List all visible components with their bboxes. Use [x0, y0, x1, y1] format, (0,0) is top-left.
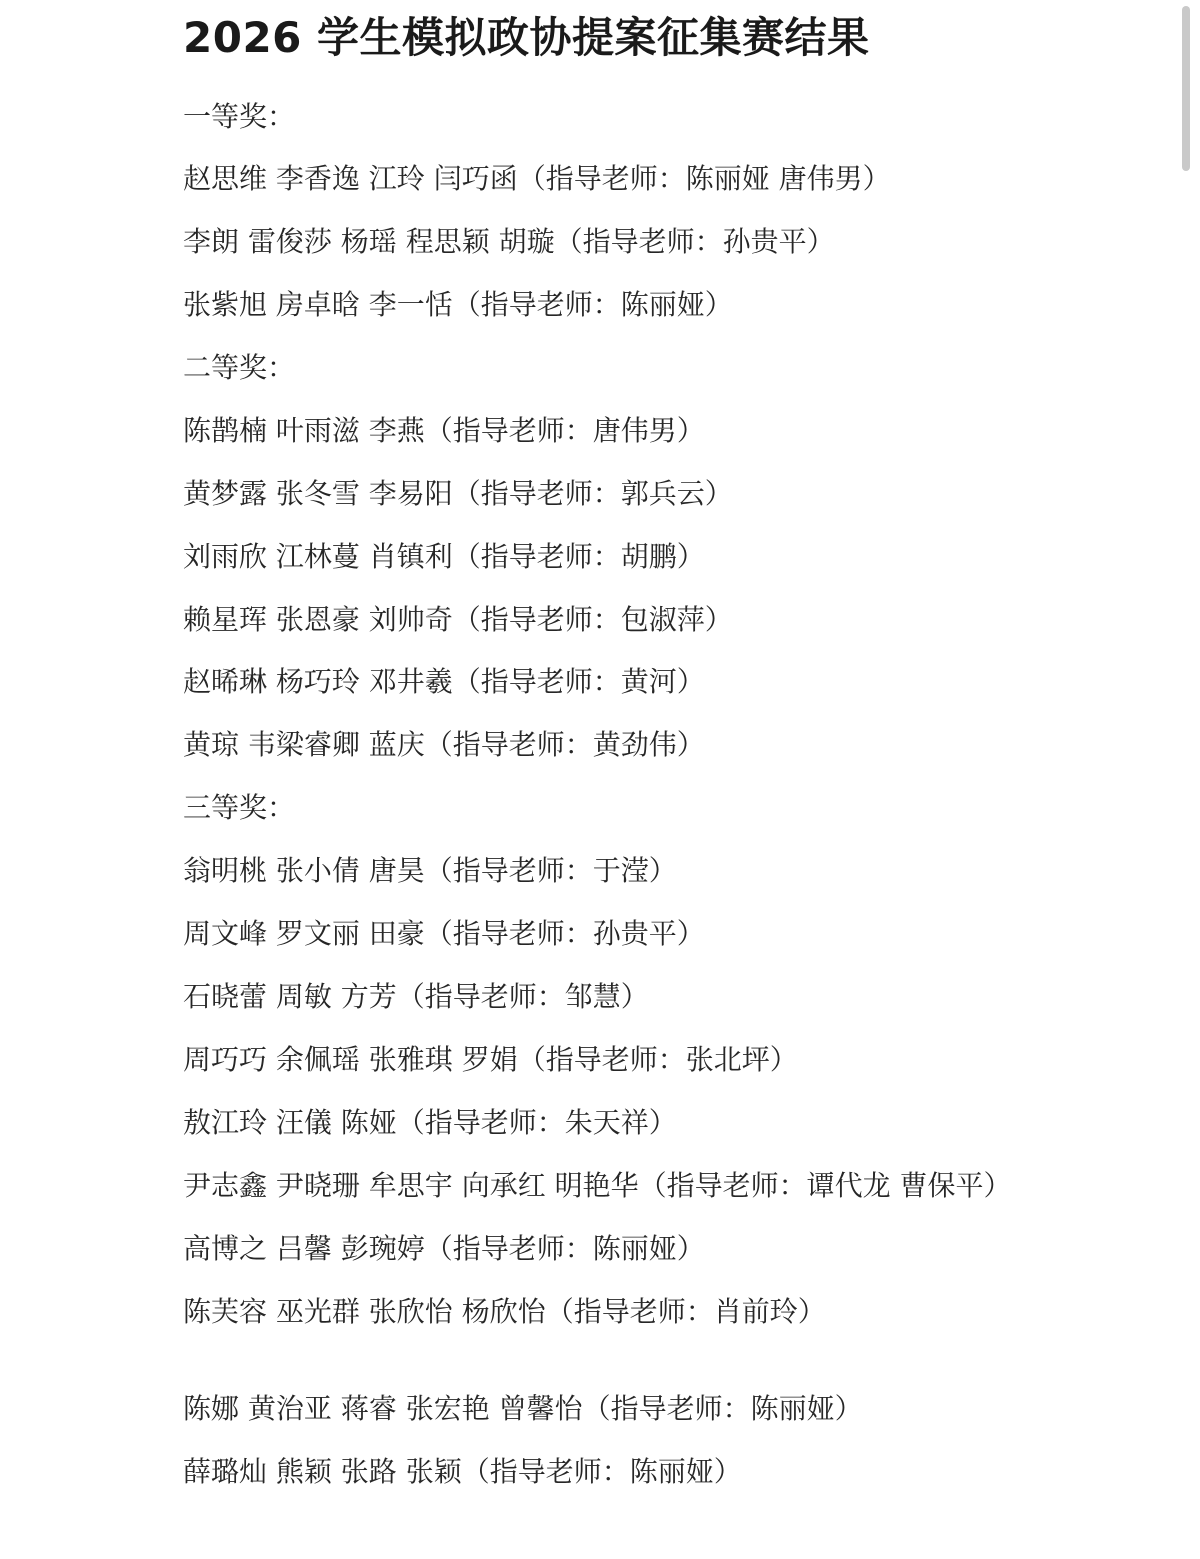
award-entry: 敖江玲 汪儀 陈娅（指导老师：朱天祥）: [183, 1106, 677, 1139]
document-title: 2026 学生模拟政协提案征集赛结果: [183, 13, 870, 62]
award-heading-second: 二等奖：: [183, 351, 296, 384]
scrollbar-thumb[interactable]: [1182, 6, 1190, 171]
award-entry: 黄琼 韦梁睿卿 蓝庆（指导老师：黄劲伟）: [183, 728, 705, 761]
award-heading-third: 三等奖：: [183, 791, 296, 824]
award-entry: 张紫旭 房卓晗 李一恬（指导老师：陈丽娅）: [183, 288, 733, 321]
award-entry: 李朗 雷俊莎 杨瑶 程思颖 胡璇（指导老师：孙贵平）: [183, 225, 835, 258]
award-entry: 刘雨欣 江林蔓 肖镇利（指导老师：胡鹏）: [183, 540, 705, 573]
award-entry: 陈娜 黄治亚 蒋睿 张宏艳 曾馨怡（指导老师：陈丽娅）: [183, 1392, 863, 1425]
award-entry: 赖星珲 张恩豪 刘帅奇（指导老师：包淑萍）: [183, 603, 733, 636]
award-entry: 陈芙容 巫光群 张欣怡 杨欣怡（指导老师：肖前玲）: [183, 1295, 826, 1328]
award-entry: 陈鹊楠 叶雨滋 李燕（指导老师：唐伟男）: [183, 414, 705, 447]
award-entry: 高博之 吕馨 彭琬婷（指导老师：陈丽娅）: [183, 1232, 705, 1265]
award-entry: 周文峰 罗文丽 田豪（指导老师：孙贵平）: [183, 917, 705, 950]
award-entry: 薛璐灿 熊颖 张路 张颖（指导老师：陈丽娅）: [183, 1455, 742, 1488]
award-heading-first: 一等奖：: [183, 100, 296, 133]
award-entry: 周巧巧 余佩瑶 张雅琪 罗娟（指导老师：张北坪）: [183, 1043, 798, 1076]
award-entry: 赵思维 李香逸 江玲 闫巧函（指导老师：陈丽娅 唐伟男）: [183, 162, 891, 195]
award-entry: 黄梦露 张冬雪 李易阳（指导老师：郭兵云）: [183, 477, 733, 510]
award-entry: 赵晞琳 杨巧玲 邓井羲（指导老师：黄河）: [183, 665, 705, 698]
award-entry: 石晓蕾 周敏 方芳（指导老师：邹慧）: [183, 980, 649, 1013]
vertical-scrollbar[interactable]: [1180, 0, 1192, 180]
award-entry: 翁明桃 张小倩 唐昊（指导老师：于滢）: [183, 854, 677, 887]
award-entry: 尹志鑫 尹晓珊 牟思宇 向承红 明艳华（指导老师：谭代龙 曹保平）: [183, 1169, 1012, 1202]
